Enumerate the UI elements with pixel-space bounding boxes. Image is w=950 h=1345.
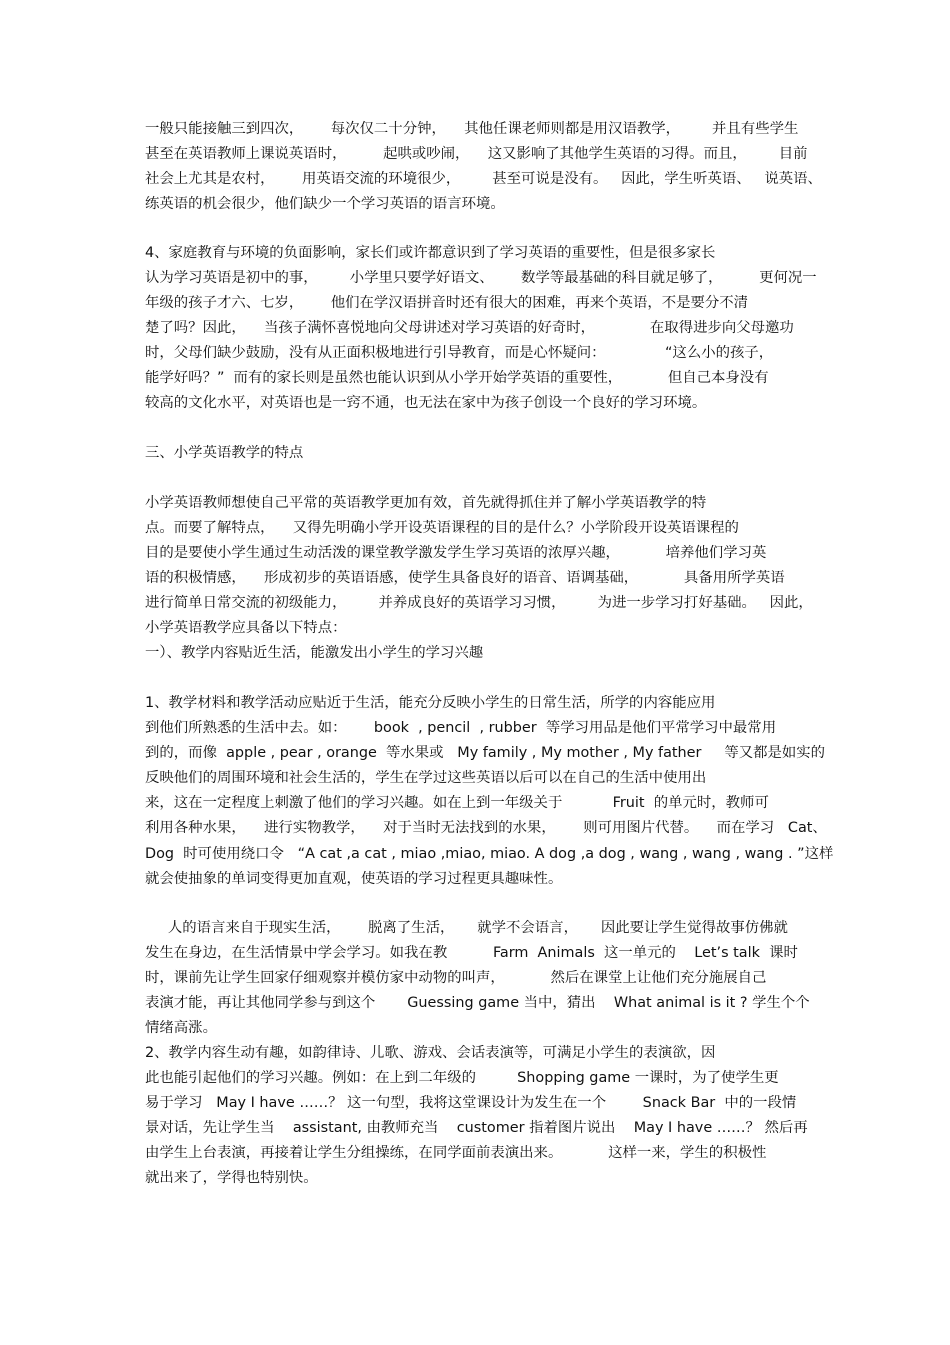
paragraph-line: 楚了吗？因此， 当孩子满怀喜悦地向父母讲述对学习英语的好奇时， 在取得进步向父母邀功 [145,320,794,336]
paragraph-line: 时，父母们缺少鼓励，没有从正面积极地进行引导教育，而是心怀疑问： “这么小的孩子， [145,345,774,361]
paragraph-line: 1、教学材料和教学活动应贴近于生活，能充分反映小学生的日常生活，所学的内容能应用 [145,695,716,711]
paragraph-line: 2、教学内容生动有趣，如韵律诗、儿歌、游戏、会话表演等，可满足小学生的表演欲，因 [145,1045,716,1061]
paragraph-line: 景对话，先让学生当 assistant, 由教师充当 customer 指着图片说出 May I have ……？ 然后再 [145,1120,808,1136]
paragraph-line: 练英语的机会很少，他们缺少一个学习英语的语言环境。 [145,196,505,212]
paragraph-line: 小学英语教学应具备以下特点： [145,620,347,636]
paragraph-line: 反映他们的周围环境和社会生活的，学生在学过这些英语以后可以在自己的生活中使用出 [145,770,707,786]
paragraph-line: 时，课前先让学生回家仔细观察并模仿家中动物的叫声， 然后在课堂上让他们充分施展自己 [145,970,767,986]
paragraph-line: 就会使抽象的单词变得更加直观，使英语的学习过程更具趣味性。 [145,871,563,887]
paragraph-line: 社会上尤其是农村， 用英语交流的环境很少， 甚至可说是没有。 因此，学生听英语、 说英语、 [145,171,822,187]
paragraph-line: 表演才能，再让其他同学参与到这个 Guessing game 当中，猜出 What animal is it ? 学生个个 [145,995,810,1011]
paragraph-line: 就出来了，学得也特别快。 [145,1170,318,1186]
paragraph-line: 来，这在一定程度上刺激了他们的学习兴趣。如在上到一年级关于 Fruit 的单元时，教师可 [145,795,769,811]
paragraph-line: 较高的文化水平，对英语也是一窍不通，也无法在家中为孩子创设一个良好的学习环境。 [145,395,707,411]
paragraph-line: 到他们所熟悉的生活中去。如： book , pencil , rubber 等学习用品是他们平常学习中最常用 [145,720,777,736]
paragraph-line: 易于学习 May I have ……？ 这一句型，我将这堂课设计为发生在一个 Snack Bar 中的一段情 [145,1095,797,1111]
paragraph-line: Dog 时可使用绕口令 “A cat ,a cat , miao ,miao, miao. A dog ,a dog , wang , wang , wang . ”这样 [145,846,834,862]
paragraph-line: 年级的孩子才六、七岁， 他们在学汉语拼音时还有很大的困难，再来个英语，不是要分不清 [145,295,749,311]
paragraph-line: 利用各种水果， 进行实物教学， 对于当时无法找到的水果， 则可用图片代替。 而在学习 Cat、 [145,820,827,836]
paragraph-line: 能学好吗？” 而有的家长则是虽然也能认识到从小学开始学英语的重要性， 但自己本身没有 [145,370,769,386]
paragraph-line: 点。而要了解特点， 又得先明确小学开设英语课程的目的是什么？小学阶段开设英语课程的 [145,520,739,536]
paragraph-line: 此也能引起他们的学习兴趣。例如：在上到二年级的 Shopping game 一课时，为了使学生更 [145,1070,779,1086]
paragraph-line: 认为学习英语是初中的事， 小学里只要学好语文、 数学等最基础的科目就足够了， 更何况一 [145,270,817,286]
paragraph-line: 4、家庭教育与环境的负面影响，家长们或许都意识到了学习英语的重要性，但是很多家长 [145,245,716,261]
paragraph-line: 到的，而像 apple , pear , orange 等水果或 My family , My mother , My father 等又都是如实的 [145,745,826,761]
paragraph-line: 小学英语教师想使自己平常的英语教学更加有效，首先就得抓住并了解小学英语教学的特 [145,495,707,511]
subsection-heading: 一）、教学内容贴近生活，能激发出小学生的学习兴趣 [145,645,484,661]
paragraph-line: 由学生上台表演，再接着让学生分组操练，在同学面前表演出来。 这样一来，学生的积极性 [145,1145,767,1161]
paragraph-line: 发生在身边，在生活情景中学会学习。如我在教 Farm Animals 这一单元的 Let’s talk 课时 [145,945,798,961]
paragraph-line: 人的语言来自于现实生活， 脱离了生活， 就学不会语言， 因此要让学生觉得故事仿佛就 [145,920,788,936]
paragraph-line: 情绪高涨。 [145,1020,217,1036]
paragraph-line: 甚至在英语教师上课说英语时， 起哄或吵闹， 这又影响了其他学生英语的习得。而且， 目前 [145,146,808,162]
paragraph-line: 一般只能接触三到四次， 每次仅二十分钟， 其他任课老师则都是用汉语教学， 并且有些学生 [145,121,799,137]
paragraph-line: 进行简单日常交流的初级能力， 并养成良好的英语学习习惯， 为进一步学习打好基础。 因此， [145,595,813,611]
paragraph-line: 目的是要使小学生通过生动活泼的课堂教学激发学生学习英语的浓厚兴趣， 培养他们学习英 [145,545,767,561]
section-heading: 三、小学英语教学的特点 [145,445,304,461]
paragraph-line: 语的积极情感， 形成初步的英语语感，使学生具备良好的语音、语调基础， 具备用所学英语 [145,570,785,586]
